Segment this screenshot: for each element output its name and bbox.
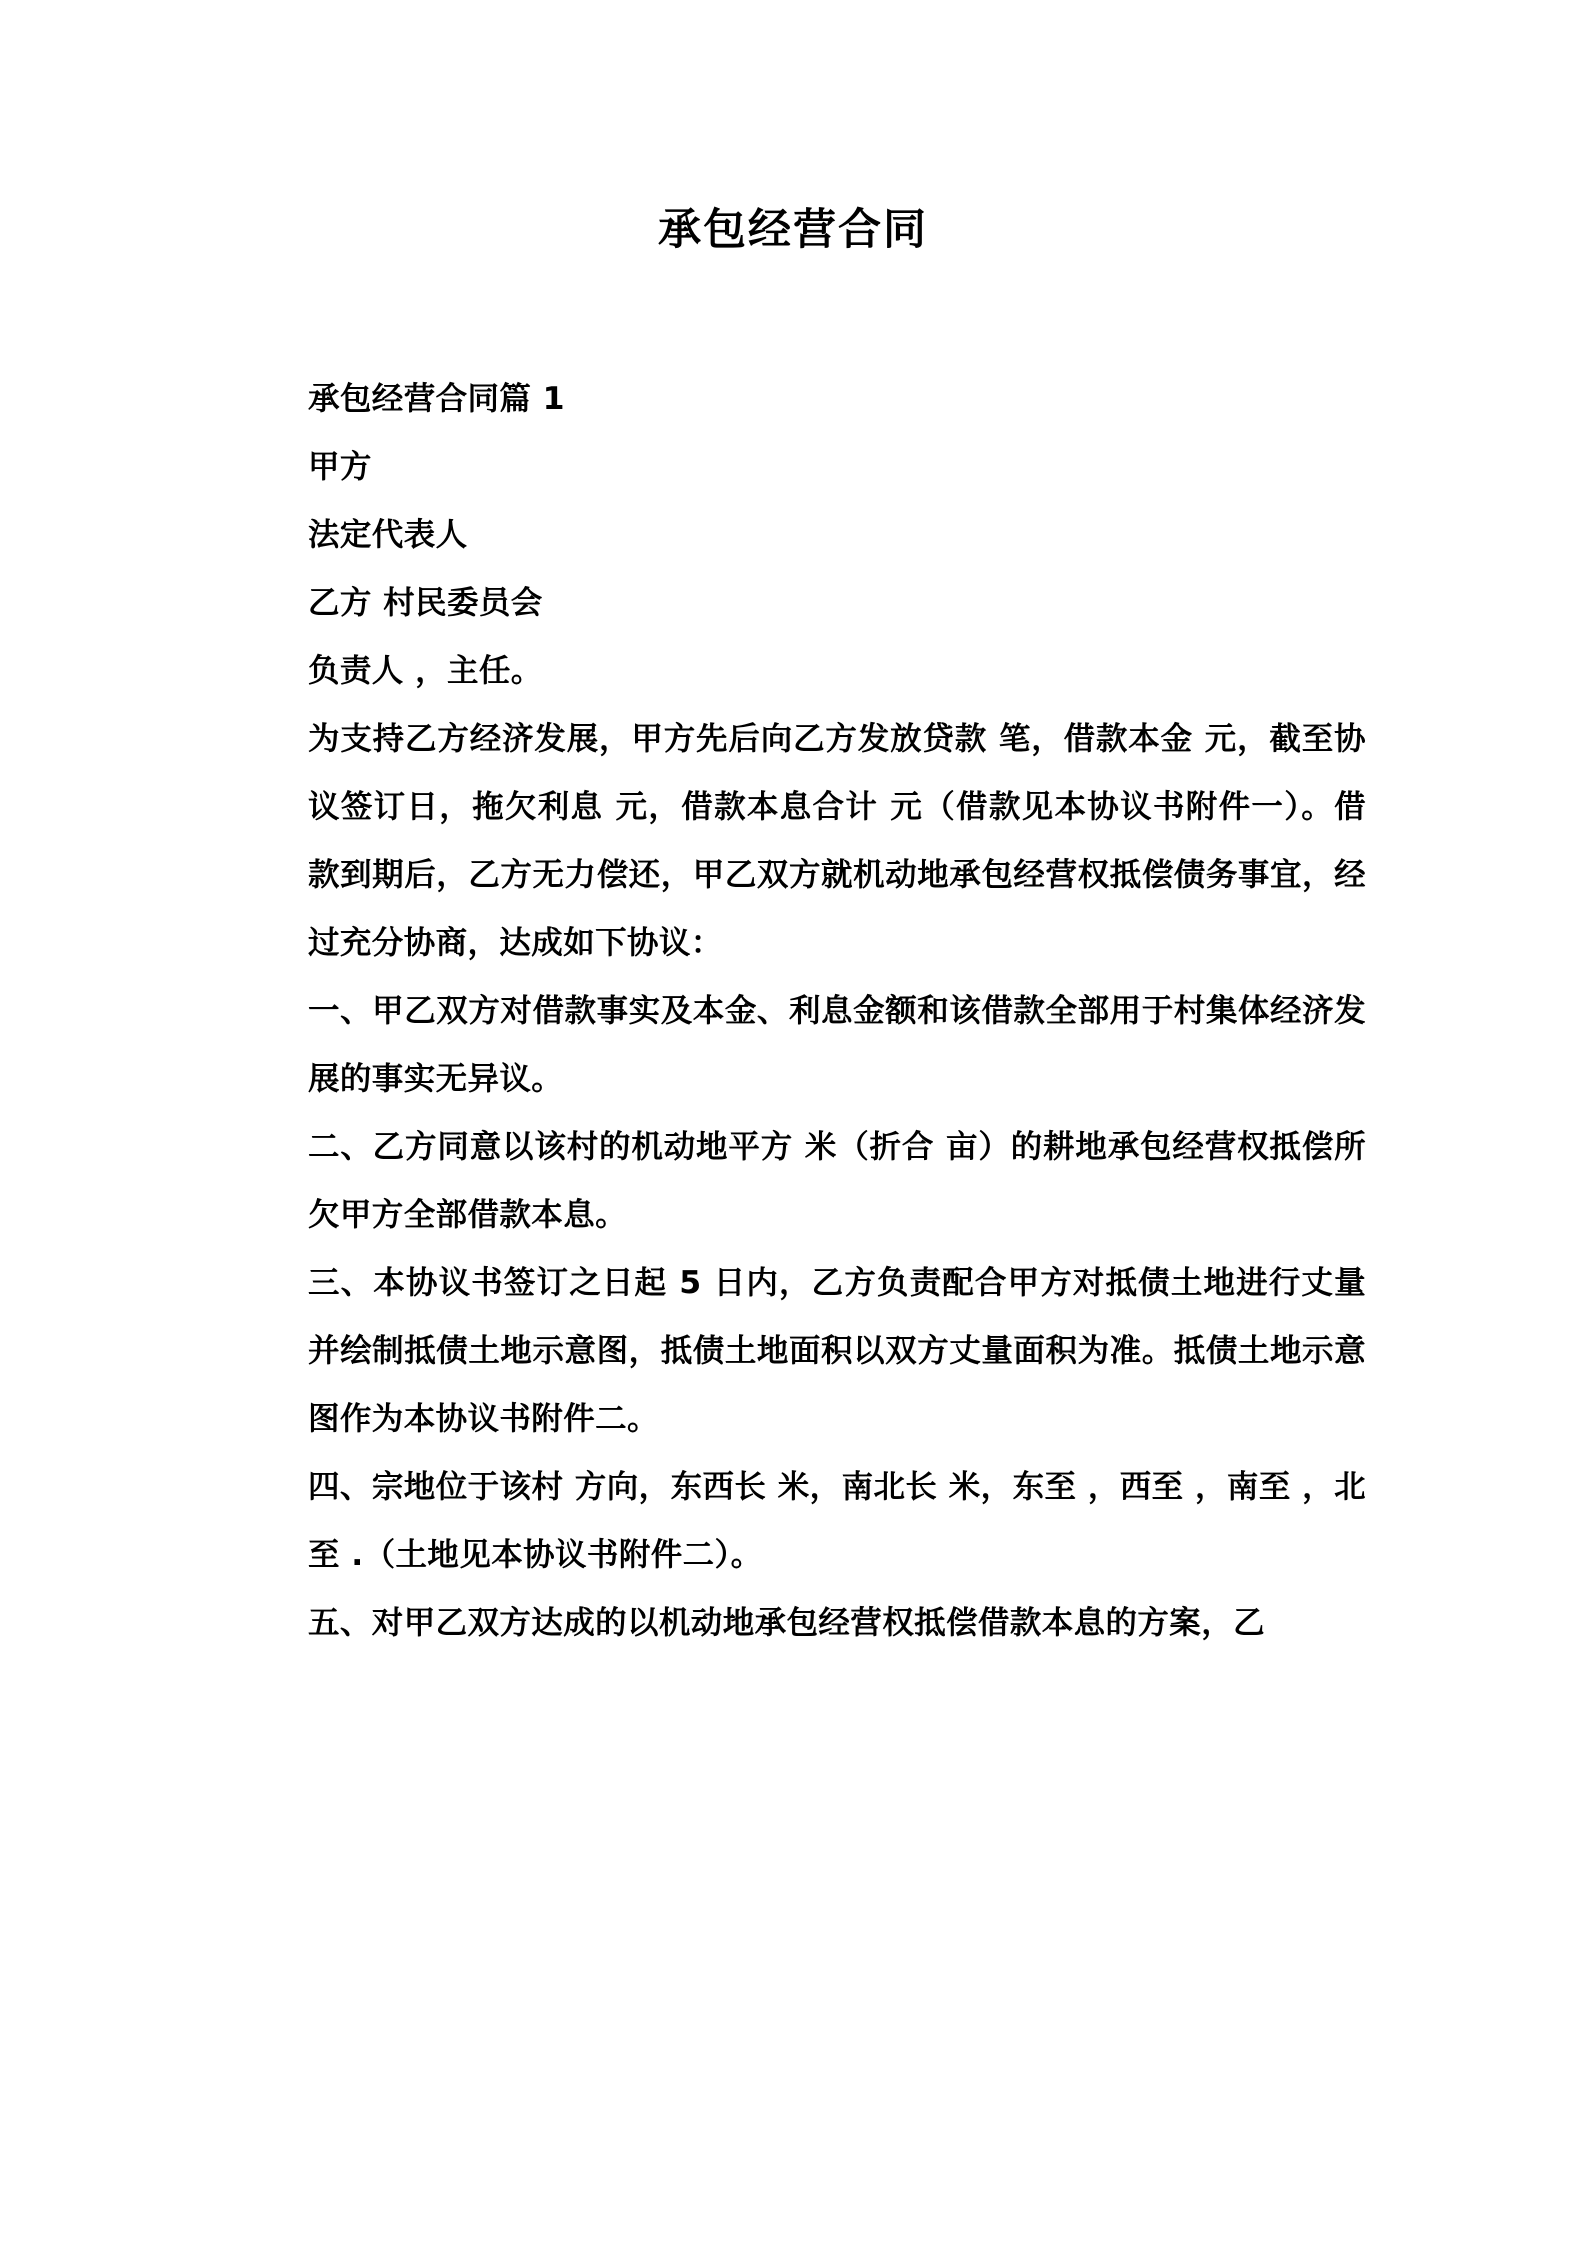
paragraph-11: 五、对甲乙双方达成的以机动地承包经营权抵偿借款本息的方案，乙 — [308, 1604, 1266, 1641]
paragraph-6: 为支持乙方经济发展，甲方先后向乙方发放贷款 笔，借款本金 元，截至协议签订日，拖欠利息 元，借款本息合计 元（借款见本协议书附件一）。借款到期后，乙方无力偿还，甲乙双方就机动地承包经营权抵偿债务事宜，经过充分协商，达成如下协议： — [308, 720, 1366, 961]
document-body — [220, 257, 1366, 1657]
paragraph-8: 二、乙方同意以该村的机动地平方 米（折合 亩）的耕地承包经营权抵偿所欠甲方全部借款本息。 — [308, 1128, 1366, 1233]
paragraph-2: 甲方 — [308, 448, 372, 485]
paragraph-5: 负责人 ，主任。 — [308, 652, 543, 689]
paragraph-7: 一、甲乙双方对借款事实及本金、利息金额和该借款全部用于村集体经济发展的事实无异议。 — [308, 992, 1366, 1097]
paragraph-4: 乙方 村民委员会 — [308, 584, 543, 621]
paragraph-3: 法定代表人 — [308, 516, 468, 553]
paragraph-9: 三、本协议书签订之日起 5 日内，乙方负责配合甲方对抵债土地进行丈量并绘制抵债土地示意图，抵债土地面积以双方丈量面积为准。抵债土地示意图作为本协议书附件二。 — [308, 1264, 1366, 1437]
paragraph-1: 承包经营合同篇 1 — [308, 380, 565, 417]
paragraph-10: 四、宗地位于该村 方向，东西长 米，南北长 米，东至 ，西至 ，南至 ，北至 .（土地见本协议书附件二）。 — [308, 1468, 1366, 1573]
page-title: 承包经营合同 — [658, 205, 928, 255]
